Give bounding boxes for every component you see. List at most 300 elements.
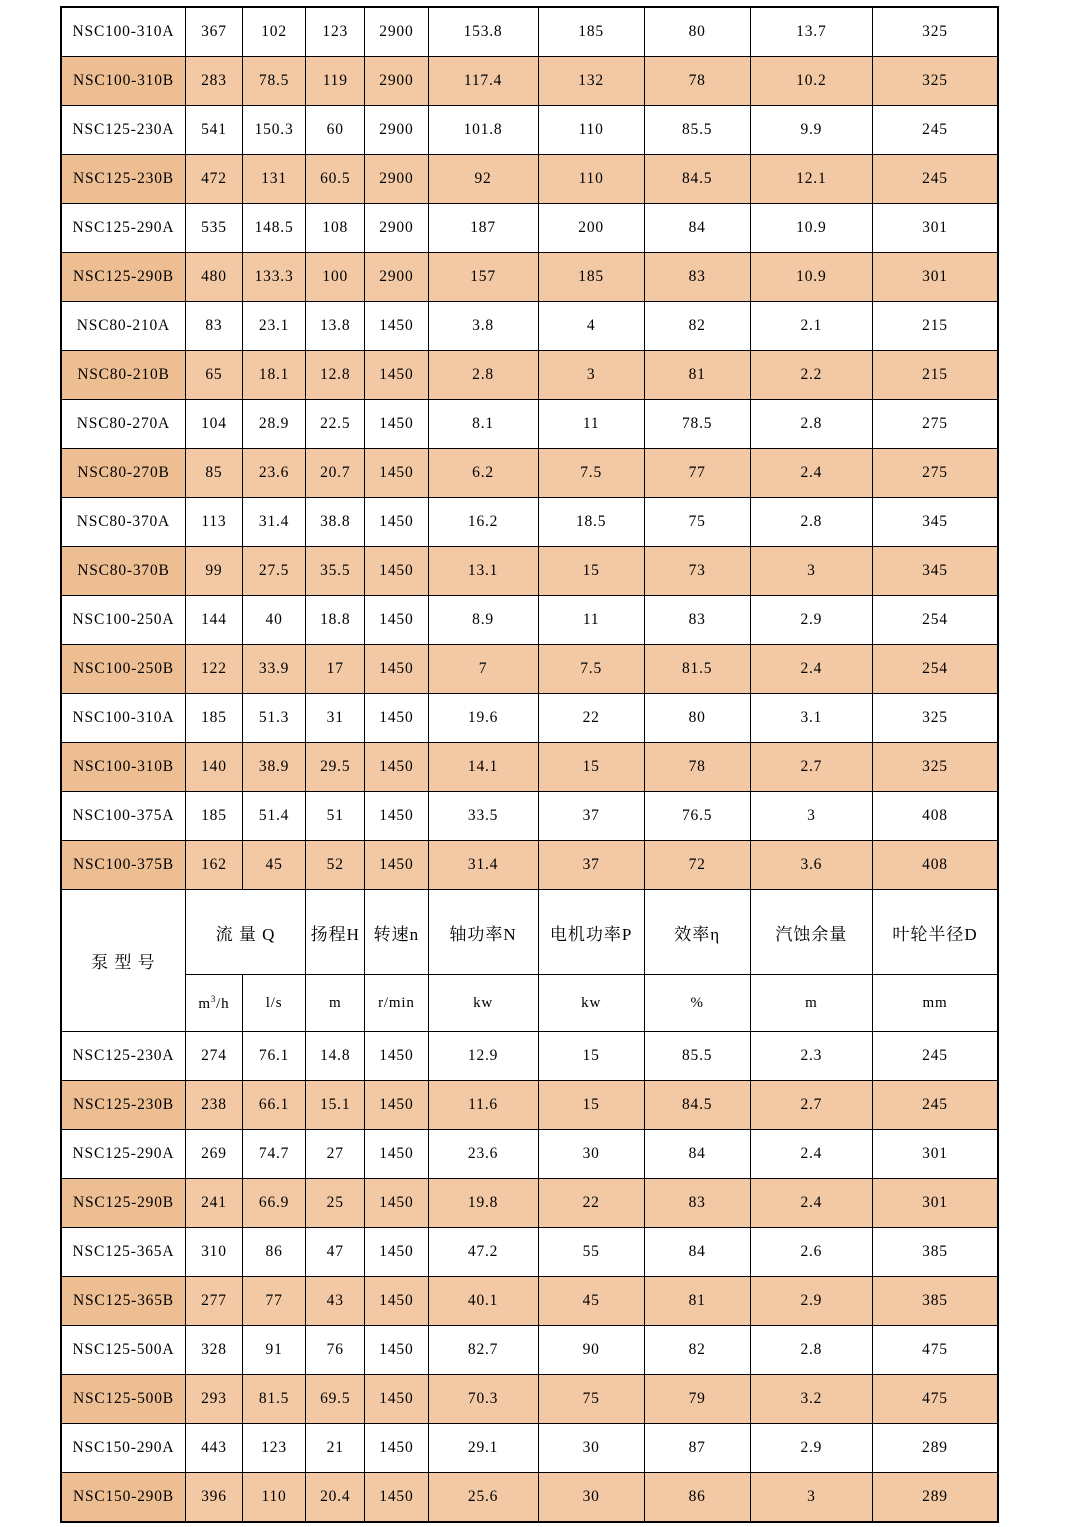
cell-npsh: 2.1: [750, 302, 872, 351]
cell-efficiency: 82: [644, 302, 750, 351]
cell-impeller-diameter: 301: [873, 204, 998, 253]
cell-npsh: 2.7: [750, 1081, 872, 1130]
cell-flow-ls: 91: [242, 1326, 305, 1375]
cell-speed: 1450: [365, 1375, 428, 1424]
cell-head: 47: [306, 1228, 365, 1277]
table-row: [61, 1424, 998, 1473]
cell-speed: 1450: [365, 1326, 428, 1375]
cell-npsh: 3: [750, 792, 872, 841]
cell-impeller-diameter: 325: [873, 7, 998, 57]
cell-impeller-diameter: 275: [873, 400, 998, 449]
cell-model: NSC125-290B: [61, 1179, 185, 1228]
cell-speed: 2900: [365, 106, 428, 155]
cell-flow-m3h: 162: [185, 841, 242, 890]
cell-efficiency: 80: [644, 694, 750, 743]
cell-model: NSC100-250A: [61, 596, 185, 645]
table-row: [61, 1130, 998, 1179]
cell-speed: 1450: [365, 302, 428, 351]
header-col-unit: m: [306, 975, 365, 1032]
cell-shaft-power: 31.4: [428, 841, 538, 890]
cell-npsh: 10.2: [750, 57, 872, 106]
cell-npsh: 2.4: [750, 1130, 872, 1179]
cell-impeller-diameter: 275: [873, 449, 998, 498]
cell-head: 38.8: [306, 498, 365, 547]
cell-flow-ls: 123: [242, 1424, 305, 1473]
cell-npsh: 13.7: [750, 7, 872, 57]
cell-npsh: 10.9: [750, 253, 872, 302]
cell-shaft-power: 6.2: [428, 449, 538, 498]
cell-head: 51: [306, 792, 365, 841]
cell-model: NSC80-370A: [61, 498, 185, 547]
cell-motor-power: 37: [538, 792, 644, 841]
cell-motor-power: 200: [538, 204, 644, 253]
cell-motor-power: 15: [538, 547, 644, 596]
cell-shaft-power: 13.1: [428, 547, 538, 596]
header-flow-title: 流 量 Q: [185, 890, 305, 975]
cell-model: NSC80-210A: [61, 302, 185, 351]
cell-npsh: 2.4: [750, 645, 872, 694]
cell-flow-ls: 133.3: [242, 253, 305, 302]
cell-efficiency: 76.5: [644, 792, 750, 841]
header-col-unit: %: [644, 975, 750, 1032]
cell-model: NSC100-310A: [61, 694, 185, 743]
cell-model: NSC100-250B: [61, 645, 185, 694]
cell-efficiency: 73: [644, 547, 750, 596]
table-row: [61, 351, 998, 400]
cell-model: NSC100-375B: [61, 841, 185, 890]
cell-flow-m3h: 443: [185, 1424, 242, 1473]
cell-efficiency: 86: [644, 1473, 750, 1523]
cell-npsh: 9.9: [750, 106, 872, 155]
table-row: [61, 7, 998, 57]
table-row: [61, 1326, 998, 1375]
cell-motor-power: 185: [538, 7, 644, 57]
cell-flow-m3h: 104: [185, 400, 242, 449]
cell-head: 76: [306, 1326, 365, 1375]
header-col-title: 转速n: [365, 890, 428, 975]
cell-npsh: 2.8: [750, 498, 872, 547]
cell-speed: 1450: [365, 645, 428, 694]
table-row: [61, 1375, 998, 1424]
table-header-block: [61, 890, 998, 1032]
cell-efficiency: 83: [644, 253, 750, 302]
cell-npsh: 10.9: [750, 204, 872, 253]
cell-flow-ls: 77: [242, 1277, 305, 1326]
cell-impeller-diameter: 345: [873, 547, 998, 596]
cell-shaft-power: 2.8: [428, 351, 538, 400]
cell-motor-power: 3: [538, 351, 644, 400]
cell-model: NSC100-310B: [61, 57, 185, 106]
header-model-label: 泵 型 号: [61, 890, 185, 1032]
cell-motor-power: 15: [538, 1081, 644, 1130]
cell-speed: 1450: [365, 1473, 428, 1523]
cell-impeller-diameter: 289: [873, 1473, 998, 1523]
cell-head: 52: [306, 841, 365, 890]
cell-npsh: 2.8: [750, 1326, 872, 1375]
cell-efficiency: 78.5: [644, 400, 750, 449]
cell-impeller-diameter: 301: [873, 1130, 998, 1179]
cell-speed: 2900: [365, 253, 428, 302]
cell-speed: 1450: [365, 1179, 428, 1228]
cell-shaft-power: 8.1: [428, 400, 538, 449]
cell-flow-ls: 150.3: [242, 106, 305, 155]
cell-shaft-power: 101.8: [428, 106, 538, 155]
cell-motor-power: 132: [538, 57, 644, 106]
cell-shaft-power: 117.4: [428, 57, 538, 106]
cell-flow-m3h: 122: [185, 645, 242, 694]
cell-motor-power: 22: [538, 694, 644, 743]
cell-flow-m3h: 310: [185, 1228, 242, 1277]
cell-model: NSC125-230B: [61, 155, 185, 204]
cell-efficiency: 77: [644, 449, 750, 498]
cell-impeller-diameter: 345: [873, 498, 998, 547]
cell-flow-ls: 18.1: [242, 351, 305, 400]
cell-npsh: 3: [750, 1473, 872, 1523]
cell-flow-m3h: 99: [185, 547, 242, 596]
cell-head: 20.4: [306, 1473, 365, 1523]
cell-impeller-diameter: 245: [873, 1032, 998, 1081]
header-col-title: 扬程H: [306, 890, 365, 975]
cell-model: NSC125-290A: [61, 1130, 185, 1179]
cell-efficiency: 87: [644, 1424, 750, 1473]
cell-flow-m3h: 274: [185, 1032, 242, 1081]
header-col-title: 叶轮半径D: [873, 890, 998, 975]
cell-flow-ls: 102: [242, 7, 305, 57]
table-row: [61, 743, 998, 792]
cell-flow-ls: 27.5: [242, 547, 305, 596]
cell-impeller-diameter: 475: [873, 1375, 998, 1424]
cell-flow-m3h: 185: [185, 694, 242, 743]
cell-motor-power: 37: [538, 841, 644, 890]
cell-model: NSC125-230A: [61, 1032, 185, 1081]
table-row: [61, 841, 998, 890]
cell-speed: 1450: [365, 400, 428, 449]
cell-npsh: 2.6: [750, 1228, 872, 1277]
table-row: [61, 1473, 998, 1523]
table-row: [61, 1228, 998, 1277]
cell-impeller-diameter: 245: [873, 1081, 998, 1130]
cell-shaft-power: 11.6: [428, 1081, 538, 1130]
cell-flow-ls: 148.5: [242, 204, 305, 253]
table-row: [61, 645, 998, 694]
cell-efficiency: 85.5: [644, 106, 750, 155]
cell-head: 123: [306, 7, 365, 57]
header-col-unit: m: [750, 975, 872, 1032]
cell-shaft-power: 23.6: [428, 1130, 538, 1179]
cell-flow-ls: 23.1: [242, 302, 305, 351]
table-row: [61, 57, 998, 106]
cell-efficiency: 78: [644, 743, 750, 792]
cell-head: 35.5: [306, 547, 365, 596]
cell-flow-m3h: 269: [185, 1130, 242, 1179]
cell-npsh: 3.1: [750, 694, 872, 743]
cell-flow-ls: 28.9: [242, 400, 305, 449]
cell-npsh: 2.4: [750, 449, 872, 498]
cell-speed: 1450: [365, 1424, 428, 1473]
cell-flow-ls: 86: [242, 1228, 305, 1277]
cell-npsh: 2.7: [750, 743, 872, 792]
cell-shaft-power: 16.2: [428, 498, 538, 547]
cell-flow-m3h: 185: [185, 792, 242, 841]
cell-speed: 1450: [365, 1277, 428, 1326]
cell-head: 119: [306, 57, 365, 106]
table-row: [61, 547, 998, 596]
cell-motor-power: 30: [538, 1424, 644, 1473]
cell-impeller-diameter: 475: [873, 1326, 998, 1375]
cell-impeller-diameter: 245: [873, 106, 998, 155]
cell-flow-ls: 31.4: [242, 498, 305, 547]
cell-speed: 2900: [365, 155, 428, 204]
cell-head: 14.8: [306, 1032, 365, 1081]
cell-shaft-power: 40.1: [428, 1277, 538, 1326]
cell-shaft-power: 70.3: [428, 1375, 538, 1424]
cell-head: 29.5: [306, 743, 365, 792]
cell-model: NSC125-365A: [61, 1228, 185, 1277]
cell-shaft-power: 12.9: [428, 1032, 538, 1081]
table-row: [61, 449, 998, 498]
cell-efficiency: 84: [644, 1228, 750, 1277]
cell-flow-m3h: 328: [185, 1326, 242, 1375]
cell-head: 60: [306, 106, 365, 155]
cell-head: 60.5: [306, 155, 365, 204]
cell-efficiency: 83: [644, 596, 750, 645]
cell-efficiency: 81.5: [644, 645, 750, 694]
cell-shaft-power: 25.6: [428, 1473, 538, 1523]
cell-model: NSC80-210B: [61, 351, 185, 400]
cell-speed: 1450: [365, 547, 428, 596]
cell-motor-power: 15: [538, 1032, 644, 1081]
cell-efficiency: 84: [644, 1130, 750, 1179]
cell-shaft-power: 7: [428, 645, 538, 694]
cell-shaft-power: 3.8: [428, 302, 538, 351]
header-col-unit: l/s: [242, 975, 305, 1032]
cell-flow-ls: 51.3: [242, 694, 305, 743]
cell-npsh: 2.8: [750, 400, 872, 449]
cell-flow-m3h: 140: [185, 743, 242, 792]
cell-speed: 2900: [365, 204, 428, 253]
cell-shaft-power: 92: [428, 155, 538, 204]
cell-head: 15.1: [306, 1081, 365, 1130]
cell-flow-ls: 66.1: [242, 1081, 305, 1130]
table-row: [61, 302, 998, 351]
cell-npsh: 2.3: [750, 1032, 872, 1081]
cell-efficiency: 84.5: [644, 1081, 750, 1130]
cell-flow-m3h: 283: [185, 57, 242, 106]
cell-flow-ls: 76.1: [242, 1032, 305, 1081]
cell-npsh: 2.2: [750, 351, 872, 400]
cell-flow-ls: 23.6: [242, 449, 305, 498]
cell-npsh: 3.6: [750, 841, 872, 890]
cell-motor-power: 90: [538, 1326, 644, 1375]
cell-npsh: 2.4: [750, 1179, 872, 1228]
cell-speed: 1450: [365, 841, 428, 890]
cell-motor-power: 22: [538, 1179, 644, 1228]
cell-speed: 1450: [365, 351, 428, 400]
cell-flow-m3h: 277: [185, 1277, 242, 1326]
cell-impeller-diameter: 301: [873, 253, 998, 302]
cell-head: 27: [306, 1130, 365, 1179]
cell-shaft-power: 29.1: [428, 1424, 538, 1473]
table-row: [61, 694, 998, 743]
cell-model: NSC150-290A: [61, 1424, 185, 1473]
cell-impeller-diameter: 215: [873, 302, 998, 351]
cell-head: 12.8: [306, 351, 365, 400]
cell-impeller-diameter: 325: [873, 57, 998, 106]
cell-flow-ls: 45: [242, 841, 305, 890]
cell-model: NSC80-370B: [61, 547, 185, 596]
table-row: [61, 1179, 998, 1228]
cell-speed: 1450: [365, 498, 428, 547]
cell-npsh: 2.9: [750, 596, 872, 645]
cell-head: 43: [306, 1277, 365, 1326]
cell-model: NSC125-500B: [61, 1375, 185, 1424]
table-row: [61, 596, 998, 645]
header-row-titles: [61, 890, 998, 975]
table-row: [61, 1032, 998, 1081]
cell-efficiency: 81: [644, 1277, 750, 1326]
cell-efficiency: 78: [644, 57, 750, 106]
cell-speed: 1450: [365, 596, 428, 645]
cell-impeller-diameter: 385: [873, 1228, 998, 1277]
cell-motor-power: 7.5: [538, 449, 644, 498]
cell-speed: 1450: [365, 1032, 428, 1081]
cell-impeller-diameter: 408: [873, 841, 998, 890]
table-body-top: [61, 7, 998, 890]
cell-motor-power: 4: [538, 302, 644, 351]
cell-shaft-power: 19.6: [428, 694, 538, 743]
cell-head: 17: [306, 645, 365, 694]
cell-flow-ls: 40: [242, 596, 305, 645]
cell-npsh: 2.9: [750, 1424, 872, 1473]
cell-speed: 2900: [365, 7, 428, 57]
cell-motor-power: 11: [538, 400, 644, 449]
cell-impeller-diameter: 245: [873, 155, 998, 204]
cell-speed: 1450: [365, 1130, 428, 1179]
cell-model: NSC100-375A: [61, 792, 185, 841]
cell-impeller-diameter: 301: [873, 1179, 998, 1228]
cell-flow-ls: 38.9: [242, 743, 305, 792]
cell-speed: 1450: [365, 1081, 428, 1130]
cell-motor-power: 185: [538, 253, 644, 302]
cell-model: NSC125-290A: [61, 204, 185, 253]
cell-speed: 1450: [365, 1228, 428, 1277]
cell-head: 13.8: [306, 302, 365, 351]
cell-efficiency: 84.5: [644, 155, 750, 204]
cell-speed: 1450: [365, 694, 428, 743]
table-row: [61, 204, 998, 253]
cell-motor-power: 30: [538, 1130, 644, 1179]
table-row: [61, 253, 998, 302]
cell-shaft-power: 33.5: [428, 792, 538, 841]
cell-shaft-power: 19.8: [428, 1179, 538, 1228]
cell-motor-power: 11: [538, 596, 644, 645]
cell-flow-m3h: 396: [185, 1473, 242, 1523]
header-col-title: 电机功率P: [538, 890, 644, 975]
cell-flow-ls: 66.9: [242, 1179, 305, 1228]
cell-motor-power: 45: [538, 1277, 644, 1326]
cell-motor-power: 55: [538, 1228, 644, 1277]
cell-npsh: 12.1: [750, 155, 872, 204]
cell-motor-power: 15: [538, 743, 644, 792]
cell-npsh: 2.9: [750, 1277, 872, 1326]
cell-model: NSC100-310B: [61, 743, 185, 792]
cell-head: 25: [306, 1179, 365, 1228]
header-col-title: 轴功率N: [428, 890, 538, 975]
cell-efficiency: 84: [644, 204, 750, 253]
cell-flow-m3h: 472: [185, 155, 242, 204]
cell-efficiency: 72: [644, 841, 750, 890]
cell-model: NSC80-270A: [61, 400, 185, 449]
cell-npsh: 3.2: [750, 1375, 872, 1424]
cell-flow-m3h: 535: [185, 204, 242, 253]
cell-flow-m3h: 367: [185, 7, 242, 57]
cell-speed: 1450: [365, 449, 428, 498]
cell-shaft-power: 153.8: [428, 7, 538, 57]
cell-efficiency: 85.5: [644, 1032, 750, 1081]
header-col-title: 效率η: [644, 890, 750, 975]
header-col-unit: r/min: [365, 975, 428, 1032]
cell-shaft-power: 47.2: [428, 1228, 538, 1277]
cell-speed: 1450: [365, 743, 428, 792]
cell-flow-m3h: 65: [185, 351, 242, 400]
cell-motor-power: 18.5: [538, 498, 644, 547]
cell-motor-power: 110: [538, 106, 644, 155]
cell-head: 100: [306, 253, 365, 302]
cell-efficiency: 75: [644, 498, 750, 547]
cell-motor-power: 7.5: [538, 645, 644, 694]
cell-flow-m3h: 85: [185, 449, 242, 498]
cell-head: 21: [306, 1424, 365, 1473]
cell-head: 22.5: [306, 400, 365, 449]
cell-impeller-diameter: 254: [873, 596, 998, 645]
header-col-title: 汽蚀余量: [750, 890, 872, 975]
header-col-unit: $m^3/h$: [185, 975, 242, 1032]
cell-shaft-power: 8.9: [428, 596, 538, 645]
cell-flow-m3h: 480: [185, 253, 242, 302]
cell-efficiency: 81: [644, 351, 750, 400]
cell-shaft-power: 157: [428, 253, 538, 302]
cell-flow-m3h: 144: [185, 596, 242, 645]
cell-impeller-diameter: 325: [873, 694, 998, 743]
cell-efficiency: 83: [644, 1179, 750, 1228]
cell-flow-ls: 78.5: [242, 57, 305, 106]
cell-impeller-diameter: 325: [873, 743, 998, 792]
cell-speed: 2900: [365, 57, 428, 106]
cell-model: NSC125-500A: [61, 1326, 185, 1375]
cell-efficiency: 80: [644, 7, 750, 57]
cell-head: 108: [306, 204, 365, 253]
cell-flow-m3h: 541: [185, 106, 242, 155]
header-col-unit: kw: [428, 975, 538, 1032]
cell-motor-power: 30: [538, 1473, 644, 1523]
cell-head: 18.8: [306, 596, 365, 645]
cell-model: NSC150-290B: [61, 1473, 185, 1523]
cell-shaft-power: 82.7: [428, 1326, 538, 1375]
cell-impeller-diameter: 254: [873, 645, 998, 694]
cell-flow-ls: 81.5: [242, 1375, 305, 1424]
header-col-unit: mm: [873, 975, 998, 1032]
cell-flow-ls: 110: [242, 1473, 305, 1523]
cell-model: NSC125-230A: [61, 106, 185, 155]
table-body-bottom: [61, 1032, 998, 1523]
cell-flow-m3h: 293: [185, 1375, 242, 1424]
cell-flow-m3h: 238: [185, 1081, 242, 1130]
cell-impeller-diameter: 408: [873, 792, 998, 841]
pump-spec-table: [60, 6, 999, 1523]
table-row: [61, 106, 998, 155]
cell-flow-ls: 33.9: [242, 645, 305, 694]
cell-impeller-diameter: 385: [873, 1277, 998, 1326]
